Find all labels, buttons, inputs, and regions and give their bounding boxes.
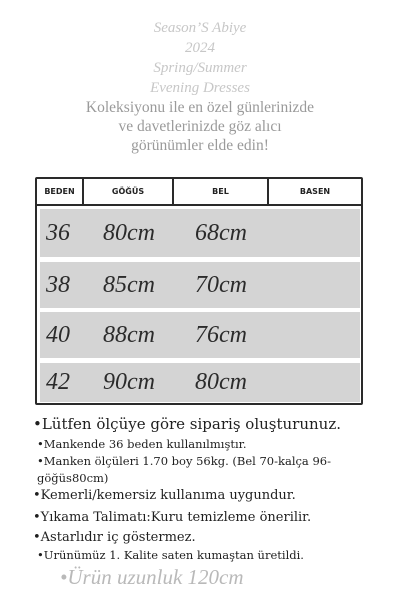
collection-text: Evening Dresses <box>150 80 250 96</box>
waist-cell: 68cm <box>195 219 247 246</box>
length-note: •Ürün uzunluk 120cm <box>60 565 244 589</box>
size-table <box>35 177 363 405</box>
description-line-1: Koleksiyonu ile en özel günlerinizde <box>85 99 315 116</box>
order-note: •Lütfen ölçüye göre sipariş oluşturunuz. <box>33 415 341 433</box>
table-row <box>40 209 360 257</box>
size-cell: 42 <box>46 369 70 395</box>
size-cell: 40 <box>46 321 70 348</box>
chest-cell: 90cm <box>103 369 155 395</box>
model-measure-note: •Manken ölçüleri 1.70 boy 56kg. (Bel 70-kalça 96- <box>37 454 331 468</box>
waist-cell: 70cm <box>195 271 247 298</box>
year-text: 2024 <box>185 40 215 56</box>
header-cell-bel: BEL <box>174 179 269 204</box>
header <box>0 18 400 155</box>
washing-note: •Yıkama Talimatı:Kuru temizleme önerilir. <box>33 510 312 525</box>
table-row <box>40 262 360 308</box>
size-cell: 38 <box>46 271 70 298</box>
size-table-header <box>37 179 361 206</box>
chest-cell: 88cm <box>103 321 155 348</box>
waist-cell: 80cm <box>195 369 247 395</box>
belt-note: •Kemerli/kemersiz kullanıma uygundur. <box>33 488 296 503</box>
header-cell-basen: BASEN <box>299 187 331 196</box>
size-cell: 36 <box>46 219 70 246</box>
table-row <box>40 312 360 358</box>
table-row <box>40 363 360 402</box>
description-line-2: ve davetlerinizde göz alıcı <box>118 118 282 135</box>
waist-cell: 76cm <box>195 321 247 348</box>
fabric-note: •Urünümüz 1. Kalite saten kumaştan üretildi. <box>37 548 304 562</box>
chest-cell: 85cm <box>103 271 155 298</box>
model-size-note: •Mankende 36 beden kullanılmıştır. <box>37 437 247 451</box>
header-cell-gogus: GÖĞÜS <box>84 179 174 204</box>
header-cell-beden: BEDEN <box>37 179 84 204</box>
description-line-3: görünümler elde edin! <box>131 137 269 154</box>
brand-title: Season’S Abiye <box>153 20 247 36</box>
chest-cell: 80cm <box>103 219 155 246</box>
model-measure-note-cont: göğüs80cm) <box>37 471 109 485</box>
season-text: Spring/Summer <box>153 60 247 76</box>
lining-note: •Astarlıdır iç göstermez. <box>33 530 196 545</box>
